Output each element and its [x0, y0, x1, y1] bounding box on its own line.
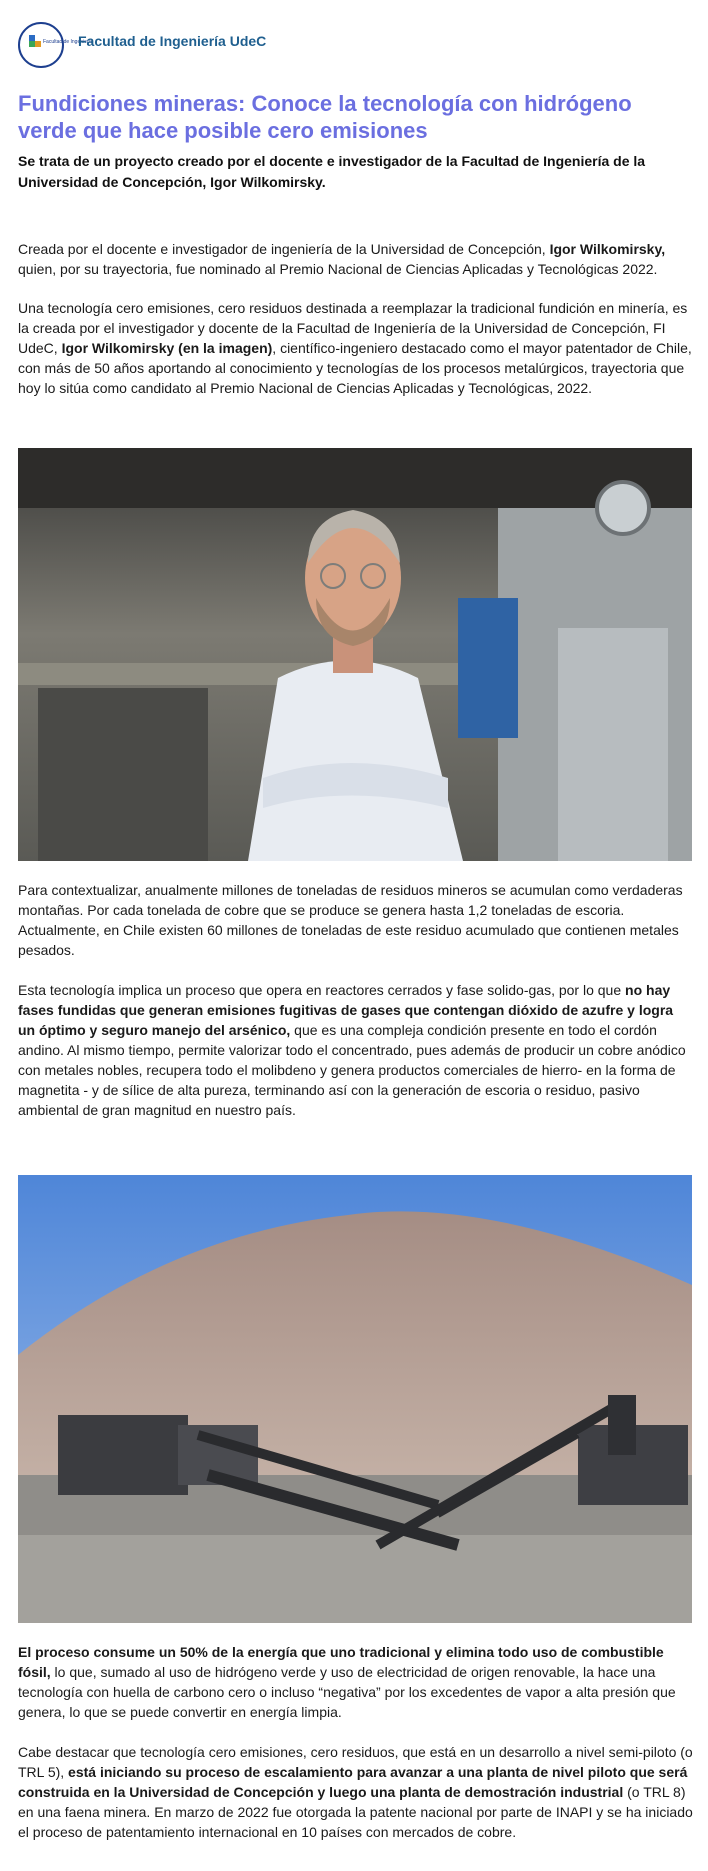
p6-text-a: Cabe destacar que tecnología cero emisiones, cero residuos, que está en un desarrollo a nivel semi-piloto (o TRL 5), [18, 1744, 693, 1780]
p5-text-b: lo que, sumado al uso de hidrógeno verde y uso de electricidad de origen renovable, la hace una tecnología con huella de carbono cero o incluso “negativa” por los excedentes de vapor a alta presión que genera, lo que se puede convertir en energía limpia. [18, 1664, 676, 1720]
p2-text-b: Igor Wilkomirsky (en la imagen) [61, 340, 273, 356]
header [18, 20, 266, 70]
p5-text-a: El proceso consume un 50% de la energía que uno tradicional y elimina todo uso de combustible fósil, [18, 1644, 664, 1680]
p2-text-a: Una tecnología cero emisiones, cero residuos destinada a reemplazar la tradicional fundición en minería, es la creada por el investigador y docente de la Facultad de Ingeniería de la Universidad de Concepción, FI UdeC, [18, 300, 688, 356]
paragraph-4 [18, 980, 694, 1120]
logo-text: Facultad de Ingeniería [43, 39, 93, 45]
portrait-photo [18, 448, 692, 861]
p4-text-a: Esta tecnología implica un proceso que opera en reactores cerrados y fase solido-gas, por lo que [18, 982, 626, 998]
p4-text-b: no hay fases fundidas que generan emisiones fugitivas de gases que contengan dióxido de azufre y logra un óptimo y seguro manejo del arsénico, [18, 982, 674, 1038]
mining-plant-photo [18, 1175, 692, 1623]
logo-mark-icon [24, 28, 93, 62]
brand-name[interactable]: Facultad de Ingeniería UdeC [78, 33, 267, 49]
article-title: Fundiciones mineras: Conoce la tecnología con hidrógeno verde que hace posible cero emisiones [18, 91, 632, 143]
p1-text-c: quien, por su trayectoria, fue nominado al Premio Nacional de Ciencias Aplicadas y Tecnológicas 2022. [18, 261, 658, 277]
article-lead: Se trata de un proyecto creado por el docente e investigador de la Facultad de Ingeniería de la Universidad de Concepción, Igor Wilkomirsky. [18, 153, 646, 190]
p1-text-a: Creada por el docente e investigador de ingeniería de la Universidad de Concepción, [18, 241, 550, 257]
paragraph-3: Para contextualizar, anualmente millones de toneladas de residuos mineros se acumulan como verdaderas montañas. Por cada tonelada de cobre que se produce se genera hasta 1,2 toneladas de escoria. Actualmente, en Chile existen 60 millones de toneladas de este residuo acumulado que contienen metales pesados. [18, 882, 683, 958]
p1-text-b: Igor Wilkomirsky, [549, 241, 666, 257]
paragraph-2 [18, 298, 694, 398]
paragraph-1 [18, 239, 694, 279]
paragraph-6 [18, 1742, 694, 1842]
p6-text-b: está iniciando su proceso de escalamiento para avanzar a una planta de nivel piloto que será construida en la Universidad de Concepción y luego una planta de demostración industrial [18, 1764, 688, 1800]
udec-logo[interactable] [18, 22, 93, 68]
p2-text-c: , científico-ingeniero destacado como el mayor patentador de Chile, con más de 50 años aportando al conocimiento y tecnologías de los procesos metalúrgicos, trayectoria que hoy lo sitúa como candidato al Premio Nacional de Ciencias Aplicadas y Tecnológicas, 2022. [18, 340, 692, 396]
p6-text-c: (o TRL 8) en una faena minera. En marzo de 2022 fue otorgada la patente nacional por parte de INAPI y se ha iniciado el proceso de patentamiento internacional en 10 países con mercados de cobre. [18, 1784, 693, 1840]
p4-text-c: que es una compleja condición presente en todo el cordón andino. Al mismo tiempo, permite valorizar todo el concentrado, pues además de producir un cobre anódico con metales nobles, recupera todo el molibdeno y genera productos comerciales de hierro- en la forma de magnetita - y de sílice de alta pureza, terminando así con la generación de escoria o residuo, pasivo ambiental de gran magnitud en nuestro país. [18, 1022, 686, 1118]
paragraph-5 [18, 1642, 694, 1722]
